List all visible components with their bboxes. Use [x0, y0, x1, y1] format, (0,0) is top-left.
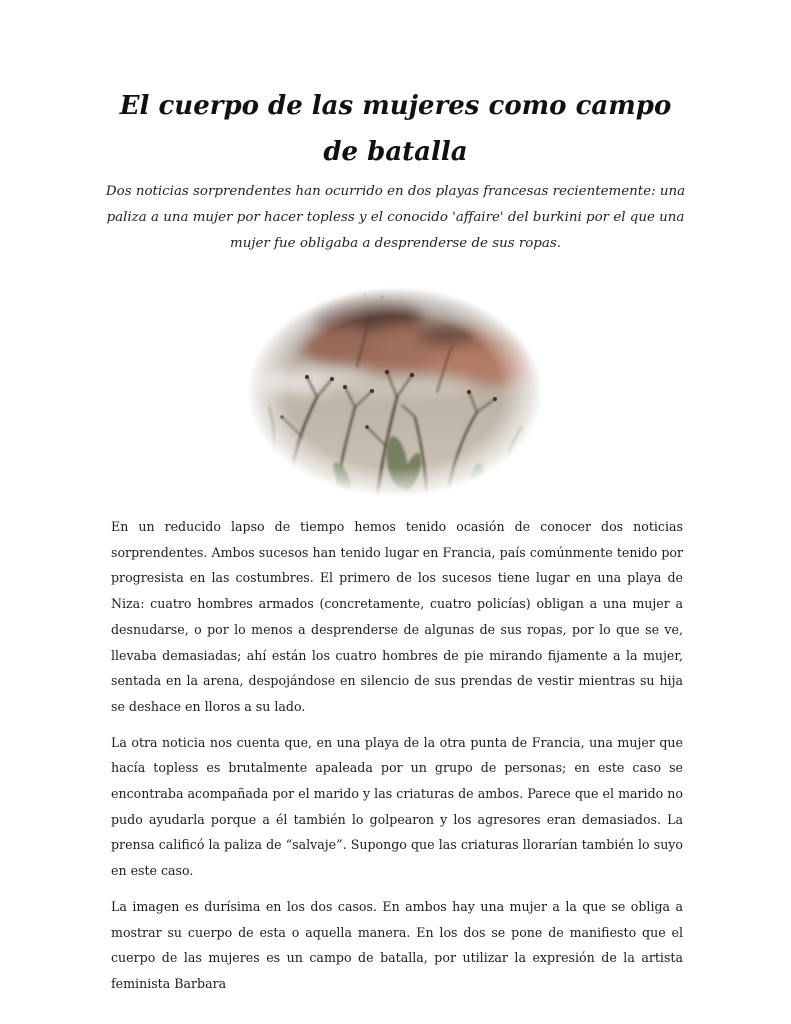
article-paragraph: En un reducido lapso de tiempo hemos tenido ocasión de conocer dos noticias sorprendentes. Ambos sucesos han tenido lugar en Francia, país comúnmente tenido por progresista en las costumbres. El primero de los sucesos tiene lugar en una playa de Niza: cuatro hombres armados (concretamente, cuatro policías) obligan a una mujer a desnudarse, o por lo menos a desprenderse de algunas de sus ropas, por lo que se ve, llevaba demasiadas; ahí están los cuatro hombres de pie mirando fijamente a la mujer, sentada en la arena, despojándose en silencio de sus prendas de vestir mientras su hija se deshace en lloros a su lado. [111, 519, 683, 714]
article-subtitle: Dos noticias sorprendentes han ocurrido en dos playas francesas recientemente: una paliza a una mujer por hacer topless y el conocido 'affaire' del burkini por el que una mujer fue obligaba a desprenderse de sus ropas. [105, 184, 686, 251]
article-paragraph: La imagen es durísima en los dos casos. En ambos hay una mujer a la que se obliga a mostrar su cuerpo de esta o aquella manera. En los dos se pone de manifiesto que el cuerpo de las mujeres es un campo de batalla, por utilizar la expresión de la artista feminista Barbara [111, 898, 683, 991]
beach-photo [247, 287, 543, 497]
article-paragraph: La otra noticia nos cuenta que, en una playa de la otra punta de Francia, una mujer que hacía topless es brutalmente apaleada por un grupo de personas; en este caso se encontraba acompañada por el marido y las criaturas de ambos. Parece que el marido no pudo ayudarla porque a él también lo golpearon y los agresores eran demasiados. La prensa calificó la paliza de “salvaje”. Supongo que las criaturas llorarían también lo suyo en este caso. [111, 734, 683, 879]
article-body [111, 514, 683, 1007]
article-title: El cuerpo de las mujeres como campo de batalla [119, 91, 672, 167]
